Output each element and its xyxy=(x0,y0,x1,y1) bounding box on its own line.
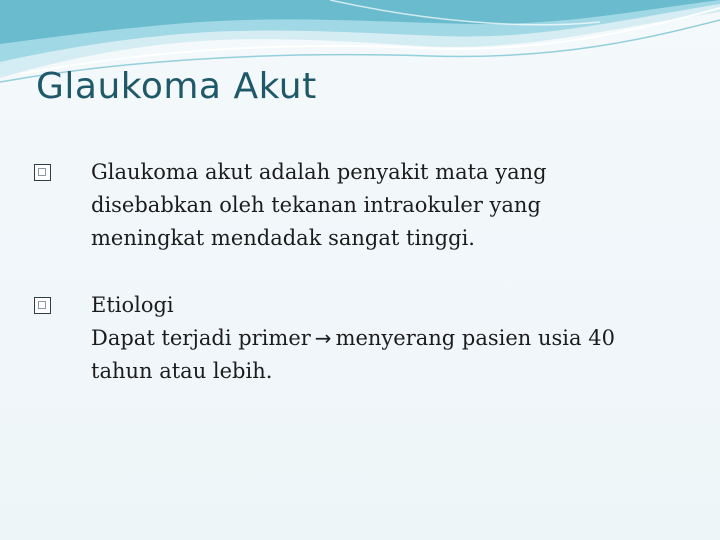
slide-title: Glaukoma Akut xyxy=(36,66,317,107)
bullet-text-line: meningkat mendadak sangat tinggi. xyxy=(91,226,475,250)
checkbox-square-icon xyxy=(34,164,51,181)
bullet-text-segment: Dapat terjadi primer xyxy=(91,326,311,350)
bullet-text-line: disebabkan oleh tekanan intraokuler yang xyxy=(91,193,541,217)
bullet-text-line: Glaukoma akut adalah penyakit mata yang xyxy=(91,160,547,184)
bullet-text-line: tahun atau lebih. xyxy=(91,359,273,383)
bullet-heading: Etiologi xyxy=(91,293,174,317)
right-arrow-icon: → xyxy=(314,326,332,350)
bullet-text-line xyxy=(91,322,694,355)
checkbox-square-icon xyxy=(34,297,51,314)
bullet-text-segment: menyerang pasien usia 40 xyxy=(335,326,615,350)
bullet-item-definition xyxy=(34,156,694,255)
bullet-item-etiology xyxy=(34,289,694,388)
bullet-list xyxy=(34,156,694,422)
